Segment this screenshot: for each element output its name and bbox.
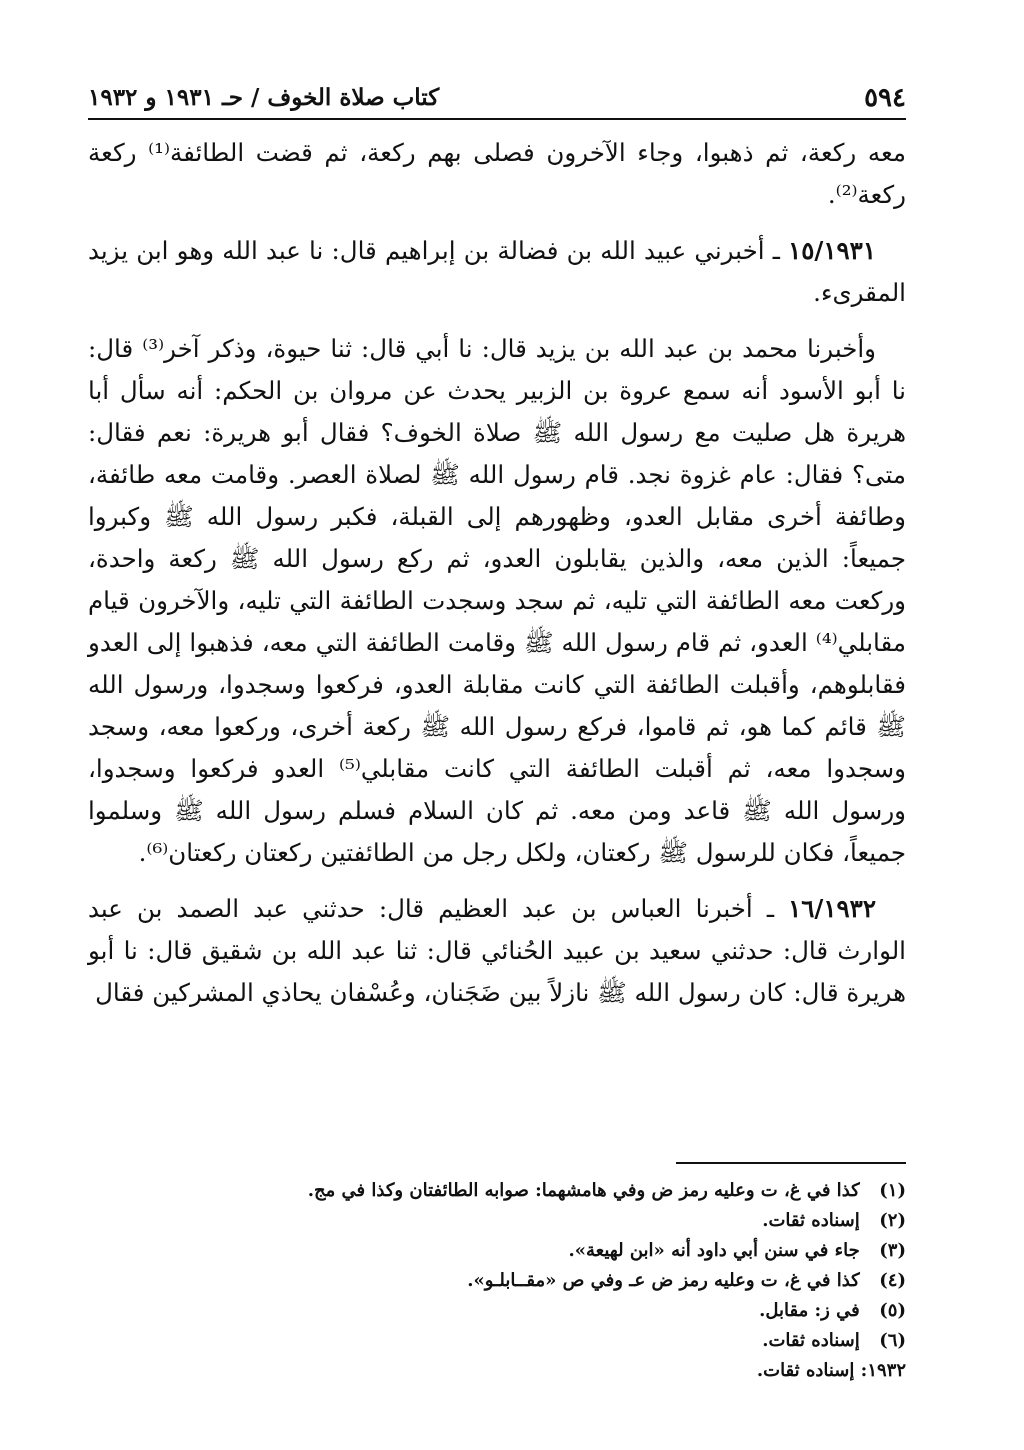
footnote	[88, 1206, 906, 1236]
footnote-text: إسناده ثقات.	[756, 1360, 855, 1381]
main-text	[88, 132, 906, 1014]
hadith-1931	[88, 230, 906, 314]
footnote-marker: (٣)	[879, 1240, 906, 1261]
footnote-text: إسناده ثقات.	[762, 1210, 860, 1231]
footnote-text: كذا في غ، ت وعليه رمز ض عـ وفي ص «مقــابلـو».	[467, 1270, 860, 1291]
chapter-title: كتاب صلاة الخوف / حـ ١٩٣١ و ١٩٣٢	[88, 84, 440, 111]
hadith-text: ـ أخبرنا العباس بن عبد العظيم قال: حدثني عبد الصمد بن عبد الوارث قال: حدثني سعيد بن عبيد الحُنائي قال: ثنا عبد الله بن شقيق قال: نا أبو هريرة قال: كان رسول الله ﷺ نازلاً بين ضَجَنان، وعُسْفان يحاذي المشركين فقال	[88, 894, 906, 1007]
footnote	[88, 1266, 906, 1296]
footnote	[88, 1296, 906, 1326]
hadith-1932	[88, 888, 906, 1014]
page-number: ٥٩٤	[864, 83, 906, 113]
footnote-marker: (١)	[879, 1180, 906, 1201]
footnote	[88, 1236, 906, 1266]
footnote-marker: (٢)	[879, 1210, 906, 1231]
footnote-text: إسناده ثقات.	[762, 1330, 860, 1351]
hadith-text: ـ أخبرني عبيد الله بن فضالة بن إبراهيم قال: نا عبد الله وهو ابن يزيد المقرىء.	[88, 236, 906, 307]
footnote-text: في ز: مقابل.	[759, 1300, 860, 1321]
document-page	[88, 82, 907, 1381]
hadith-number: ١٥/١٩٣١	[788, 236, 876, 265]
hadith-1931-second-chain: وأخبرنا محمد بن عبد الله بن يزيد قال: نا أبي قال: ثنا حيوة، وذكر آخر⁽³⁾ قال: نا أبو الأسود أنه سمع عروة بن الزبير يحدث عن مروان بن الحكم: أنه سأل أبا هريرة هل صليت مع رسول الله ﷺ صلاة الخوف؟ فقال أبو هريرة: نعم فقال: متى؟ فقال: عام غزوة نجد. قام رسول الله ﷺ لصلاة العصر. وقامت معه طائفة، وطائفة أخرى مقابل العدو، وظهورهم إلى القبلة، فكبر رسول الله ﷺ وكبروا جميعاً: الذين معه، والذين يقابلون العدو، ثم ركع رسول الله ﷺ ركعة واحدة، وركعت معه الطائفة التي تليه، ثم سجد وسجدت الطائفة التي تليه، والآخرون قيام مقابلي⁽⁴⁾ العدو، ثم قام رسول الله ﷺ وقامت الطائفة التي معه، فذهبوا إلى العدو فقابلوهم، وأقبلت الطائفة التي كانت مقابلة العدو، فركعوا وسجدوا، ورسول الله ﷺ قائم كما هو، ثم قاموا، فركع رسول الله ﷺ ركعة أخرى، وركعوا معه، وسجد وسجدوا معه، ثم أقبلت الطائفة التي كانت مقابلي⁽⁵⁾ العدو فركعوا وسجدوا، ورسول الله ﷺ قاعد ومن معه. ثم كان السلام فسلم رسول الله ﷺ وسلموا جميعاً، فكان للرسول ﷺ ركعتان، ولكل رجل من الطائفتين ركعتان ركعتان⁽⁶⁾.	[88, 334, 907, 867]
paragraph-continuation: معه ركعة، ثم ذهبوا، وجاء الآخرون فصلى بهم ركعة، ثم قضت الطائفة⁽¹⁾ ركعة ركعة⁽²⁾.	[88, 138, 906, 209]
footnote-marker: ١٩٣٢:	[860, 1360, 906, 1381]
footnote-text: كذا في غ، ت وعليه رمز ض وفي هامشهما: صوابه الطائفتان وكذا في مج.	[307, 1180, 860, 1201]
hadith-number: ١٦/١٩٣٢	[788, 894, 876, 923]
footnote-marker: (٥)	[879, 1300, 906, 1321]
footnote-marker: (٤)	[879, 1270, 906, 1291]
footnote	[88, 1176, 906, 1206]
footnote	[88, 1356, 906, 1386]
footnote-marker: (٦)	[879, 1330, 906, 1351]
footnote-separator	[676, 1162, 906, 1164]
footnote-text: جاء في سنن أبي داود أنه «ابن لهيعة».	[568, 1240, 860, 1261]
footnotes	[88, 1176, 906, 1386]
running-header	[88, 82, 906, 120]
footnote	[88, 1326, 906, 1356]
